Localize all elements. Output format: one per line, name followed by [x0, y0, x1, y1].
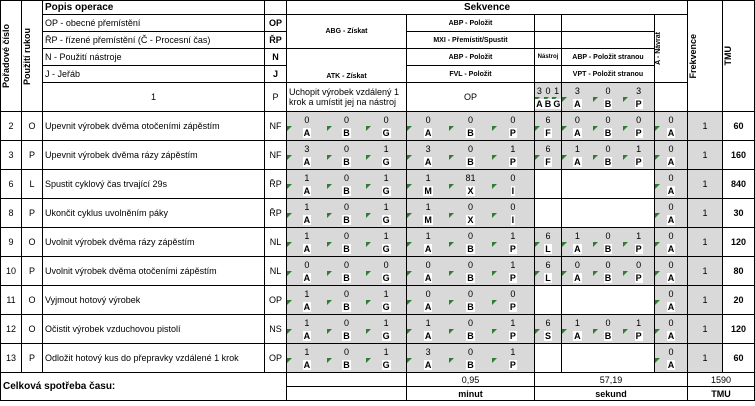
seq-abps-label: ABP - Položit stranou	[562, 49, 655, 66]
legend-op: OP - obecné přemístění	[43, 15, 265, 32]
row-number: 3	[1, 141, 22, 170]
seq-return-label: A - Návrat	[655, 15, 688, 83]
table-row: 11 O Vyjmout hotový výrobek OP A 1 B 0 G 1 A 0 B 0 P 0 A 0 1 20	[1, 286, 755, 315]
legend-rp: ŘP - řízené přemístění (Č - Procesní čas)	[43, 32, 265, 49]
total-seconds: 57,19	[535, 373, 688, 387]
row-description: Upevnit výrobek dvěma rázy zápěstím	[43, 141, 265, 170]
row-code: NL	[265, 228, 287, 257]
legend-j: J - Jeřáb	[43, 66, 265, 83]
row-code: ŘP	[265, 199, 287, 228]
row-number: 9	[1, 228, 22, 257]
row-code: NF	[265, 141, 287, 170]
row-hand: P	[22, 344, 43, 373]
row-tmu: 120	[723, 228, 755, 257]
row-tmu: 30	[723, 199, 755, 228]
row-code: OP	[265, 344, 287, 373]
row-hand: P	[22, 199, 43, 228]
row-hand: O	[22, 286, 43, 315]
legend-code-n: N	[265, 49, 287, 66]
row-number: 13	[1, 344, 22, 373]
row-number: 1	[43, 83, 265, 112]
row-number: 12	[1, 315, 22, 344]
sequence-header: Sekvence	[287, 1, 688, 15]
table-row: 10 P Uvolnit výrobek dvěma otočeními zápěstím NL A 0 B 0 G 0 A 0 B 0 P 1 L 6 A 0 B 0 P 0 A 0 1 80	[1, 257, 755, 286]
desc-header: Popis operace	[43, 1, 265, 15]
row-frequency: 1	[688, 170, 723, 199]
tmu-label: TMU	[688, 387, 755, 401]
row-tmu: 60	[723, 344, 755, 373]
row-description: Uchopit výrobek vzdálený 1 krok a umístit jej na nástroj	[287, 83, 407, 112]
table-row: 6 L Spustit cyklový čas trvající 29s ŘP A 1 B 0 G 1 M 1 X 81 I 0 A 0 1 840	[1, 170, 755, 199]
row-description: Uvolnit výrobek dvěma rázy zápěstím	[43, 228, 265, 257]
seconds-label: sekund	[535, 387, 688, 401]
seq-abg-label: ABG - Získat	[287, 15, 407, 49]
row-frequency: 1	[688, 344, 723, 373]
row-number: 11	[1, 286, 22, 315]
legend-code-j: J	[265, 66, 287, 83]
row-code: OP	[265, 286, 287, 315]
table-row: 9 O Uvolnit výrobek dvěma rázy zápěstím NL A 1 B 0 G 1 A 1 B 0 P 1 L 6 A 1 B 0 P 1 A 0 1 120	[1, 228, 755, 257]
seq-vpt-label: VPT - Položit stranou	[562, 66, 655, 83]
row-number: 10	[1, 257, 22, 286]
total-label: Celková spotřeba času:	[1, 373, 287, 401]
total-tmu: 1590	[688, 373, 755, 387]
row-frequency: 1	[688, 141, 723, 170]
seq-fvl-label: FVL - Položit	[407, 66, 535, 83]
table-row: 3 P Upevnit výrobek dvěma rázy zápěstím NF A 3 B 0 G 1 A 3 B 0 P 1 F 6 A 1 B 0 P 1 A 0 1 160	[1, 141, 755, 170]
row-code: ŘP	[265, 170, 287, 199]
seq-mxi-label: MXI - Přemístit/Spustit	[407, 32, 535, 49]
row-description: Uvolnit výrobek dvěma otočeními zápěstím	[43, 257, 265, 286]
row-code: NL	[265, 257, 287, 286]
row-frequency: 1	[688, 315, 723, 344]
seq-tool-label: Nástroj	[535, 49, 562, 66]
row-hand: P	[22, 257, 43, 286]
row-description: Odložit hotový kus do přepravky vzdálené 1 krok	[43, 344, 265, 373]
total-minutes: 0,95	[407, 373, 535, 387]
row-hand: P	[265, 83, 287, 112]
minutes-label: minut	[407, 387, 535, 401]
row-hand: O	[22, 228, 43, 257]
row-tmu: 60	[723, 112, 755, 141]
row-hand: O	[22, 112, 43, 141]
seq-abp1-label: ABP - Položit	[407, 15, 535, 32]
row-frequency: 1	[688, 286, 723, 315]
table-row: 13 P Odložit hotový kus do přepravky vzdálené 1 krok OP A 1 B 0 G 1 A 3 B 0 P 1 A 0 1 60	[1, 344, 755, 373]
table-row: 1 P Uchopit výrobek vzdálený 1 krok a umístit jej na nástroj OP A 3 B 0 G 1 A 3 B 0 P 3	[1, 83, 755, 112]
row-description: Upevnit výrobek dvěma otočeními zápěstím	[43, 112, 265, 141]
legend-n: N - Použití nástroje	[43, 49, 265, 66]
seq-atk-label: ATK - Získat	[287, 49, 407, 83]
row-number: 8	[1, 199, 22, 228]
row-frequency: 1	[688, 112, 723, 141]
row-description: Očistit výrobek vzduchovou pistolí	[43, 315, 265, 344]
legend-code-op: OP	[265, 15, 287, 32]
row-hand: P	[22, 141, 43, 170]
row-tmu: 120	[723, 315, 755, 344]
table-row: 12 O Očistit výrobek vzduchovou pistolí NS A 1 B 0 G 1 A 1 B 0 P 1 S 6 A 1 B 0 P 1 A 0 1 120	[1, 315, 755, 344]
row-hand: O	[22, 315, 43, 344]
row-hand: L	[22, 170, 43, 199]
order-header: Pořadové číslo	[1, 1, 22, 112]
legend-code-rp: ŘP	[265, 32, 287, 49]
row-code: NF	[265, 112, 287, 141]
row-number: 2	[1, 112, 22, 141]
hand-header: Použití rukou	[22, 1, 43, 112]
frequency-header: Frekvence	[688, 1, 723, 112]
row-frequency: 1	[688, 199, 723, 228]
row-code: OP	[407, 83, 535, 112]
row-description: Ukončit cyklus uvolněním páky	[43, 199, 265, 228]
row-number: 6	[1, 170, 22, 199]
row-description: Vyjmout hotový výrobek	[43, 286, 265, 315]
row-code: NS	[265, 315, 287, 344]
row-tmu: 160	[723, 141, 755, 170]
tmu-header: TMU	[723, 1, 755, 112]
table-row: 2 O Upevnit výrobek dvěma otočeními zápěstím NF A 0 B 0 G 0 A 0 B 0 P 0 F 6 A 0 B 0 P 0 A 0 1 60	[1, 112, 755, 141]
row-frequency: 1	[688, 257, 723, 286]
row-frequency: 1	[688, 228, 723, 257]
seq-abp2-label: ABP - Položit	[407, 49, 535, 66]
row-tmu: 80	[723, 257, 755, 286]
table-row: 8 P Ukončit cyklus uvolněním páky ŘP A 1 B 0 G 1 M 1 X 0 I 0 A 0 1 30	[1, 199, 755, 228]
row-tmu: 840	[723, 170, 755, 199]
row-description: Spustit cyklový čas trvající 29s	[43, 170, 265, 199]
row-tmu: 20	[723, 286, 755, 315]
